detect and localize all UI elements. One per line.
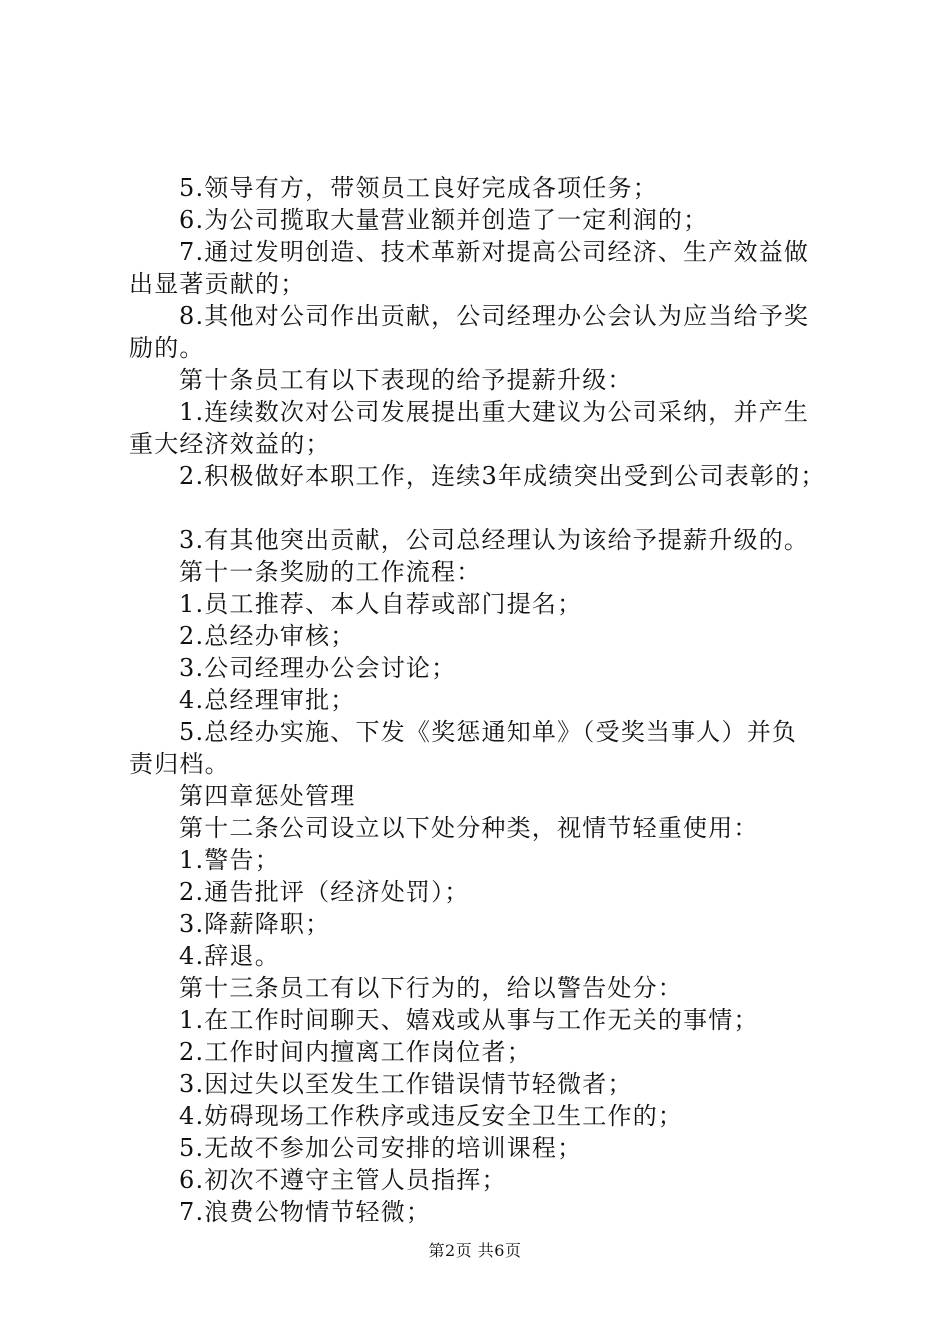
- text-line: 第四章惩处管理: [179, 782, 356, 810]
- blank-line: [129, 492, 829, 524]
- text-line: 5.领导有方，带领员工良好完成各项任务；: [179, 174, 658, 202]
- text-line: 2.总经办审核；: [179, 622, 356, 650]
- text-line: 重大经济效益的；: [129, 430, 331, 458]
- text-line: 1.在工作时间聊天、嬉戏或从事与工作无关的事情；: [179, 1006, 759, 1034]
- text-line: 励的。: [129, 334, 205, 362]
- text-line: 1.员工推荐、本人自荐或部门提名；: [179, 590, 583, 618]
- text-line: 2.通告批评（经济处罚）；: [179, 878, 470, 906]
- text-line: 3.有其他突出贡献，公司总经理认为该给予提薪升级的。: [179, 526, 810, 554]
- text-line: 8.其他对公司作出贡献，公司经理办公会认为应当给予奖: [179, 302, 810, 330]
- text-line: 4.总经理审批；: [179, 686, 356, 714]
- text-line: 1.警告；: [179, 846, 280, 874]
- text-line: 4.妨碍现场工作秩序或违反安全卫生工作的；: [179, 1102, 684, 1130]
- text-line: 3.公司经理办公会讨论；: [179, 654, 457, 682]
- text-line: 第十三条员工有以下行为的，给以警告处分：: [179, 974, 683, 1002]
- text-line: 6.初次不遵守主管人员指挥；: [179, 1166, 507, 1194]
- text-line: 出显著贡献的；: [129, 270, 306, 298]
- text-line: 6.为公司揽取大量营业额并创造了一定利润的；: [179, 206, 709, 234]
- page-footer: 第2页 共6页: [428, 1241, 522, 1260]
- text-line: 4.辞退。: [179, 942, 280, 970]
- text-line: 7.通过发明创造、技术革新对提高公司经济、生产效益做: [179, 238, 810, 266]
- text-line: 3.因过失以至发生工作错误情节轻微者；: [179, 1070, 633, 1098]
- text-line: 第十二条公司设立以下处分种类，视情节轻重使用：: [179, 814, 759, 842]
- text-line: 第十一条奖励的工作流程：: [179, 558, 482, 586]
- text-line: 3.降薪降职；: [179, 910, 331, 938]
- text-line: 5.总经办实施、下发《奖惩通知单》（受奖当事人）并负: [179, 718, 798, 746]
- text-line: 2.积极做好本职工作，连续3年成绩突出受到公司表彰的；: [179, 462, 826, 490]
- text-line: 1.连续数次对公司发展提出重大建议为公司采纳，并产生: [179, 398, 810, 426]
- text-line: 2.工作时间内擅离工作岗位者；: [179, 1038, 532, 1066]
- text-line: 第十条员工有以下表现的给予提薪升级：: [179, 366, 633, 394]
- text-line: 责归档。: [129, 750, 230, 778]
- document-body: [129, 172, 829, 1228]
- text-line: 5.无故不参加公司安排的培训课程；: [179, 1134, 583, 1162]
- text-line: 7.浪费公物情节轻微；: [179, 1198, 432, 1226]
